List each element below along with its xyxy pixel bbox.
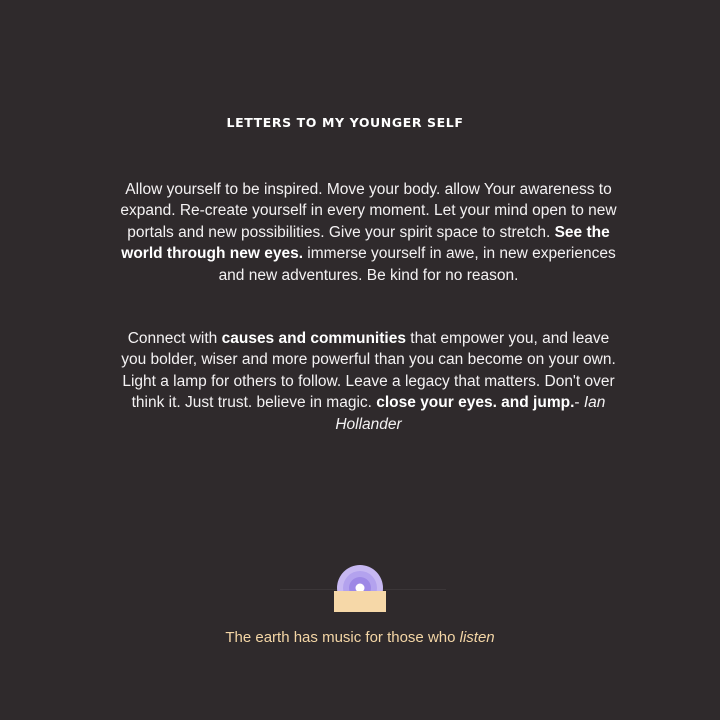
record-sleeve — [334, 591, 386, 612]
paragraph-text: - — [574, 394, 584, 412]
paragraph-text: that empower you, and leave you bolder, wiser and more powerful than you can become on your own. Light a lamp for others to follow. Leave a legacy that matters. Don't over think it. Just trust. believe in magic. — [121, 330, 616, 412]
quote-paragraph-2 — [120, 328, 617, 435]
tagline — [0, 629, 720, 646]
paragraph-text: Connect with — [127, 330, 222, 347]
paragraph-emphasis: causes and communities — [221, 330, 406, 347]
page-title: LETTERS TO MY YOUNGER SELF — [226, 115, 464, 130]
paragraph-text: Allow yourself to be inspired. Move your body. allow Your awareness to expand. Re-create yourself in every moment. Let your mind open to new portals and new possibilities. Give your spirit space to stretch. — [120, 181, 617, 241]
quote-paragraph-1 — [120, 179, 617, 286]
paragraph-emphasis: close your eyes. and jump. — [376, 394, 575, 412]
paragraph-text: immerse yourself in awe, in new experiences and new adventures. Be kind for no reason. — [218, 245, 616, 284]
quote-author: Ian Hollander — [335, 394, 606, 433]
paragraph-emphasis: See the world through new eyes. — [121, 223, 610, 263]
vinyl-record-icon — [334, 565, 386, 612]
tagline-text: The earth has music for those who — [225, 629, 460, 646]
tagline-emphasis: listen — [459, 629, 495, 646]
